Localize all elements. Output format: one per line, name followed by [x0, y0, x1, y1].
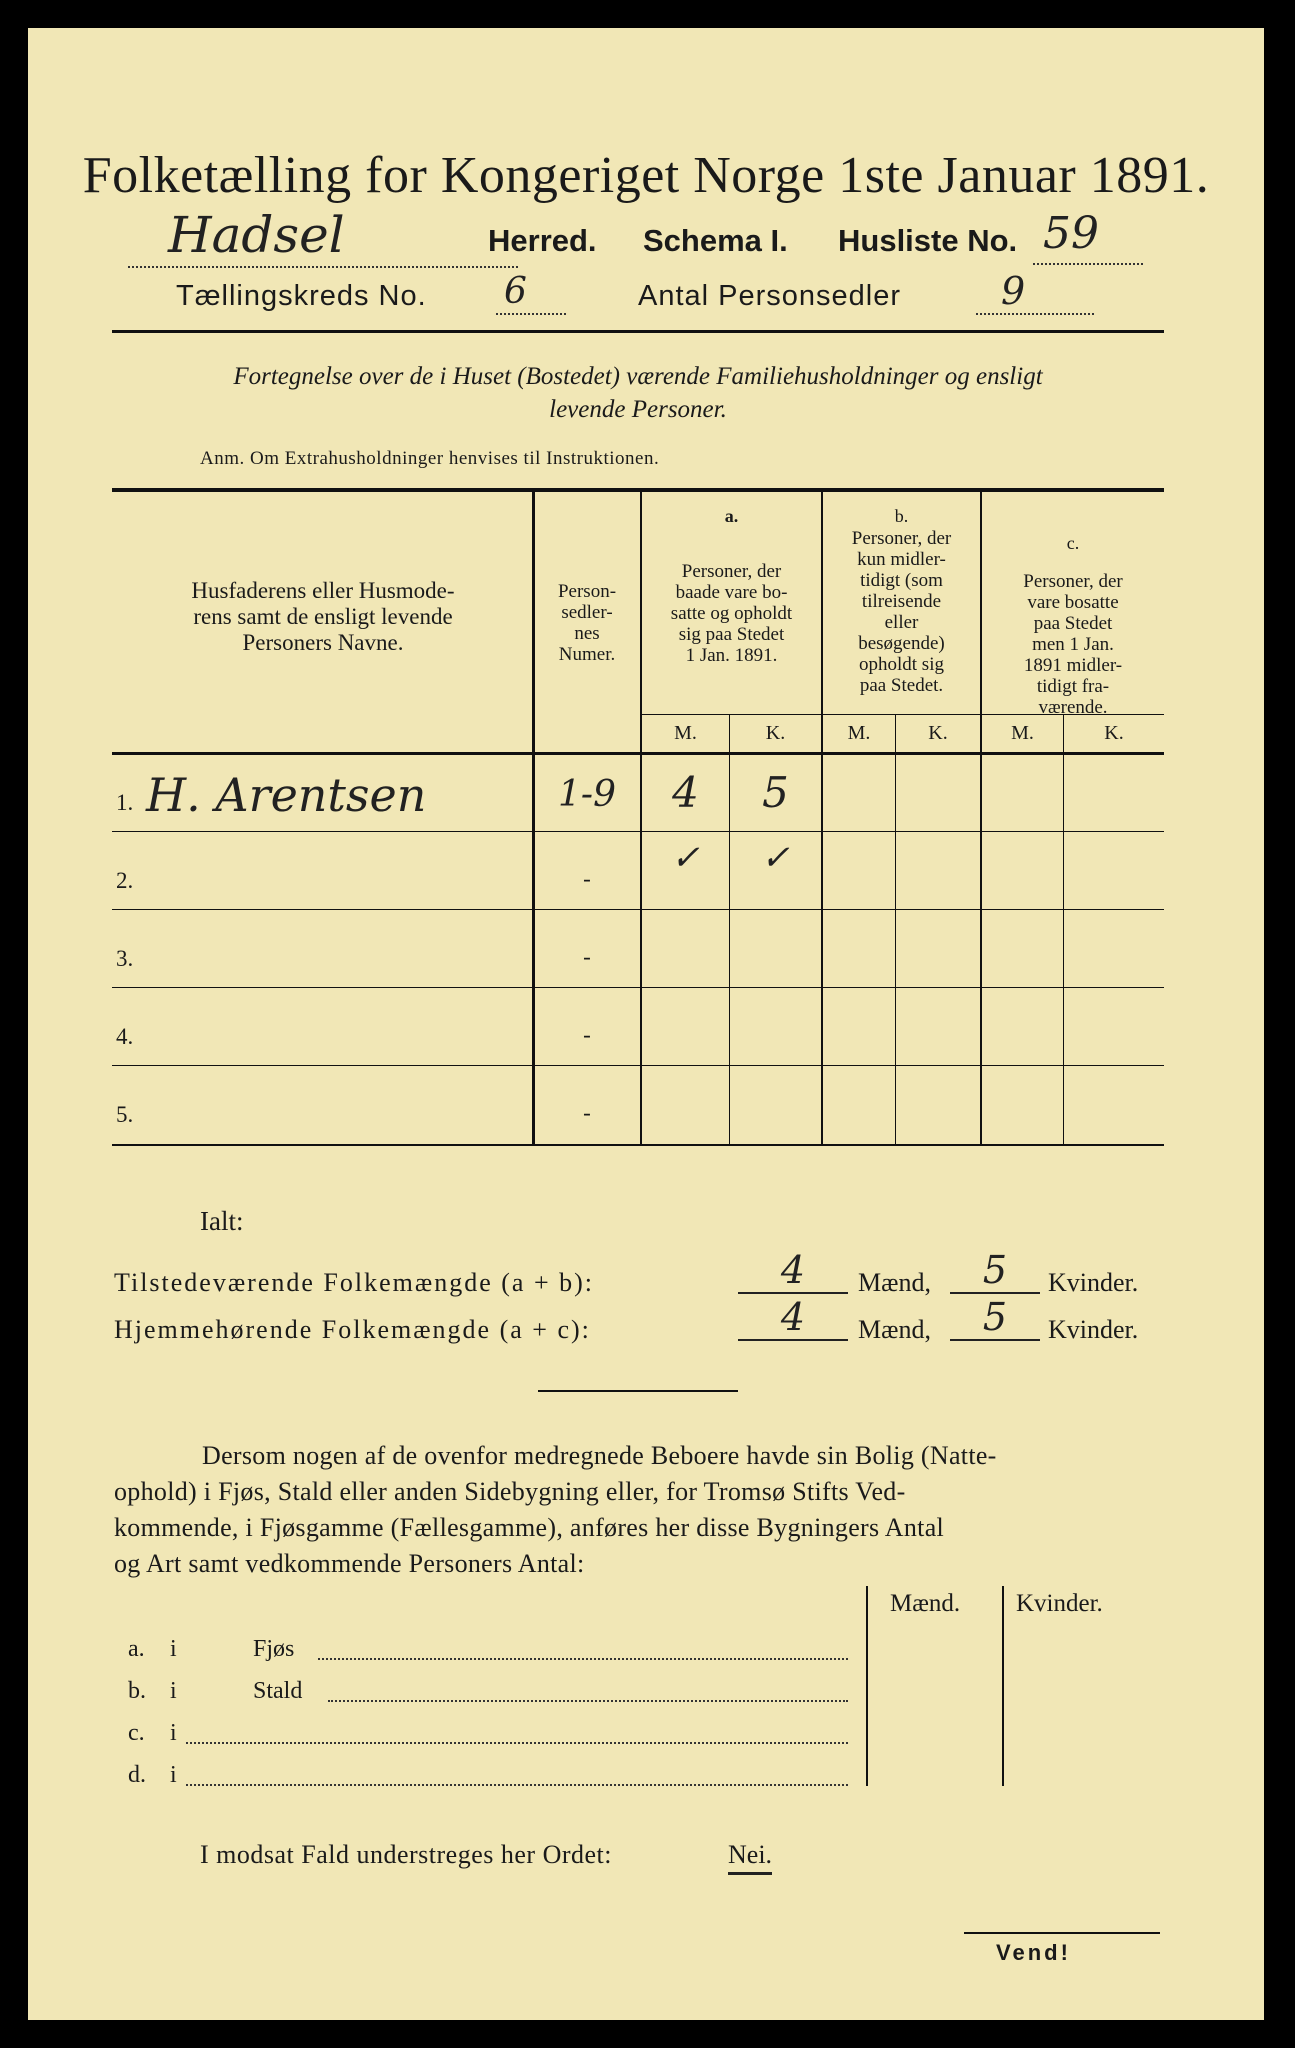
- header-num-line-4: Numer.: [558, 644, 616, 665]
- herred-value: Hadsel: [168, 206, 345, 264]
- header-b-col: [823, 528, 980, 696]
- item-a-label: Fjøs: [253, 1636, 295, 1662]
- census-form: [28, 28, 1264, 2020]
- row-4-sedler[interactable]: -: [583, 1022, 591, 1047]
- c-m-label: M.: [1011, 722, 1034, 744]
- item-b-prefix: i: [170, 1678, 177, 1704]
- item-b-letter: b.: [128, 1678, 146, 1704]
- item-d-letter: d.: [128, 1762, 146, 1788]
- row-1-a-k[interactable]: 5: [762, 768, 789, 817]
- buildings-col-divider-1: [866, 1586, 868, 1786]
- header-num-line-1: Person-: [557, 581, 617, 602]
- herred-field[interactable]: [128, 206, 518, 268]
- a-m-label: M.: [674, 722, 697, 744]
- header-b-line-7: opholdt sig: [859, 654, 944, 675]
- header-b-line-1: Personer, der: [851, 528, 952, 549]
- anm-note: Anm. Om Extrahusholdninger henvises til Instruktionen.: [200, 448, 660, 469]
- item-a-prefix: i: [170, 1636, 177, 1662]
- buildings-maend-header: Mænd.: [890, 1590, 961, 1617]
- kreds-value: 6: [504, 271, 527, 312]
- tilstede-m-value: 4: [780, 1248, 806, 1292]
- header-b-line-5: eller: [884, 612, 919, 633]
- intro-line-2: levende Personer.: [549, 396, 727, 423]
- header-a-line-4: sig paa Stedet: [678, 624, 785, 645]
- item-d-field[interactable]: [186, 1754, 848, 1786]
- hjemme-label: Hjemmehørende Folkemængde (a + c):: [114, 1315, 591, 1344]
- table-top-rule: [112, 488, 1164, 492]
- b-k-label: K.: [928, 722, 948, 744]
- row-2-a-m[interactable]: ✓: [671, 838, 700, 878]
- row-rule-4: [112, 1065, 1164, 1066]
- row-5-number: 5.: [116, 1102, 134, 1127]
- row-2-a-k[interactable]: ✓: [761, 838, 790, 878]
- row-2-sedler[interactable]: -: [583, 866, 591, 891]
- row-rule-3: [112, 987, 1164, 988]
- buildings-kvinder-header: Kvinder.: [1016, 1590, 1103, 1617]
- tilstede-maend: Mænd,: [858, 1268, 931, 1297]
- husliste-value: 59: [1043, 208, 1099, 259]
- header-a-col: [642, 561, 821, 666]
- header-num-col: [534, 581, 640, 665]
- antal-label: Antal Personsedler: [638, 280, 902, 312]
- buildings-paragraph: [114, 1438, 1164, 1582]
- tilstede-k-field[interactable]: [950, 1248, 1040, 1294]
- kreds-label: Tællingskreds No.: [176, 280, 427, 312]
- tilstede-m-field[interactable]: [738, 1248, 848, 1294]
- tilstede-kvinder: Kvinder.: [1048, 1268, 1139, 1297]
- antal-field[interactable]: [976, 269, 1094, 315]
- herred-label: Herred.: [488, 223, 597, 258]
- header-c-line-3: paa Stedet: [1033, 613, 1113, 634]
- hjemme-k-value: 5: [982, 1295, 1008, 1339]
- header-a-line-3: satte og opholdt: [670, 603, 793, 624]
- item-b-field[interactable]: [328, 1670, 848, 1702]
- modsat-text: I modsat Fald understreges her Ordet:: [200, 1840, 613, 1869]
- vend-rule: [964, 1932, 1160, 1934]
- col-divider-b-mk: [895, 714, 896, 1144]
- item-c-field[interactable]: [186, 1712, 848, 1744]
- husliste-field[interactable]: [1033, 208, 1143, 265]
- item-c-letter: c.: [128, 1720, 145, 1746]
- hjemme-k-field[interactable]: [950, 1295, 1040, 1341]
- row-1-number: 1.: [116, 790, 134, 815]
- row-1-sedler[interactable]: 1-9: [558, 774, 616, 815]
- item-b-label: Stald: [253, 1678, 303, 1704]
- buildings-col-divider-2: [1002, 1586, 1004, 1786]
- header-name-line-3: Personers Navne.: [242, 630, 404, 655]
- buildings-para-line-2: ophold) i Fjøs, Stald eller anden Sidebygning eller, for Tromsø Stifts Ved-: [114, 1477, 906, 1506]
- header-c-line-2: vare bosatte: [1027, 592, 1119, 613]
- table-header-rule: [112, 752, 1164, 755]
- header-num-line-2: sedler-: [561, 602, 613, 623]
- hjemme-m-value: 4: [780, 1295, 806, 1339]
- header-c-line-4: men 1 Jan.: [1032, 634, 1114, 655]
- header-c-line-1: Personer, der: [1023, 571, 1123, 592]
- header-name-col: [128, 578, 518, 656]
- header-c-line-6: tidigt fra-: [1036, 676, 1110, 697]
- row-5-sedler[interactable]: -: [583, 1100, 591, 1125]
- nei-word[interactable]: Nei.: [728, 1840, 772, 1875]
- row-2-number: 2.: [116, 868, 134, 893]
- ialt-label: Ialt:: [200, 1206, 244, 1236]
- item-a-field[interactable]: [318, 1628, 848, 1660]
- header-a-letter: a.: [724, 506, 739, 526]
- a-k-label: K.: [765, 722, 786, 744]
- hjemme-maend: Mænd,: [858, 1315, 931, 1344]
- header-c-line-5: 1891 midler-: [1023, 655, 1123, 676]
- header-a-line-5: 1 Jan. 1891.: [685, 645, 778, 666]
- item-d-prefix: i: [170, 1762, 177, 1788]
- buildings-para-line-3: kommende, i Fjøsgamme (Fællesgamme), anføres her disse Bygningers Antal: [114, 1513, 945, 1542]
- intro-line-1: Fortegnelse over de i Huset (Bostedet) værende Familiehusholdninger og ensligt: [233, 363, 1043, 390]
- antal-value: 9: [1001, 269, 1026, 313]
- hjemme-kvinder: Kvinder.: [1048, 1315, 1139, 1344]
- header-b-line-8: paa Stedet.: [859, 675, 944, 696]
- header-c-col: [982, 571, 1164, 718]
- section-divider: [538, 1390, 738, 1392]
- hjemme-m-field[interactable]: [738, 1295, 848, 1341]
- row-4-number: 4.: [116, 1024, 134, 1049]
- col-divider-c-mk: [1063, 714, 1064, 1144]
- row-3-sedler[interactable]: -: [583, 944, 591, 969]
- kreds-field[interactable]: [496, 273, 566, 315]
- vend-text: Vend!: [996, 1940, 1071, 1965]
- header-a-line-1: Personer, der: [681, 561, 782, 582]
- header-b-letter: b.: [894, 506, 909, 526]
- b-m-label: M.: [847, 722, 871, 744]
- header-b-line-3: tidigt (som: [860, 570, 943, 591]
- buildings-para-line-4: og Art samt vedkommende Personers Antal:: [114, 1549, 585, 1578]
- header-c-line-7: værende.: [1038, 697, 1108, 718]
- header-divider: [112, 330, 1164, 333]
- header-a-line-2: baade vare bo-: [675, 582, 788, 603]
- header-name-line-1: Husfaderens eller Husmode-: [191, 578, 455, 603]
- form-title: Folketælling for Kongeriget Norge 1ste Januar 1891.: [82, 147, 1210, 204]
- buildings-para-line-1: Dersom nogen af de ovenfor medregnede Beboere havde sin Bolig (Natte-: [202, 1441, 997, 1470]
- table-bottom-rule: [112, 1144, 1164, 1146]
- header-b-line-4: tilreisende: [861, 591, 942, 612]
- header-name-line-2: rens samt de ensligt levende: [193, 604, 453, 629]
- husliste-label: Husliste No.: [838, 223, 1018, 258]
- header-num-line-3: nes: [574, 623, 600, 644]
- item-a-letter: a.: [128, 1636, 145, 1662]
- header-c-letter: c.: [1066, 533, 1080, 553]
- schema-label: Schema I.: [643, 223, 788, 258]
- row-3-number: 3.: [116, 946, 134, 971]
- row-rule-2: [112, 909, 1164, 910]
- header-b-line-6: besøgende): [858, 633, 945, 654]
- row-rule-1: [112, 831, 1164, 832]
- header-b-line-2: kun midler-: [857, 549, 946, 570]
- tilstede-label: Tilstedeværende Folkemængde (a + b):: [114, 1268, 594, 1297]
- row-1-name[interactable]: H. Arentsen: [146, 768, 427, 822]
- tilstede-k-value: 5: [982, 1248, 1008, 1292]
- c-k-label: K.: [1104, 722, 1124, 744]
- item-c-prefix: i: [170, 1720, 177, 1746]
- row-1-a-m[interactable]: 4: [672, 768, 699, 817]
